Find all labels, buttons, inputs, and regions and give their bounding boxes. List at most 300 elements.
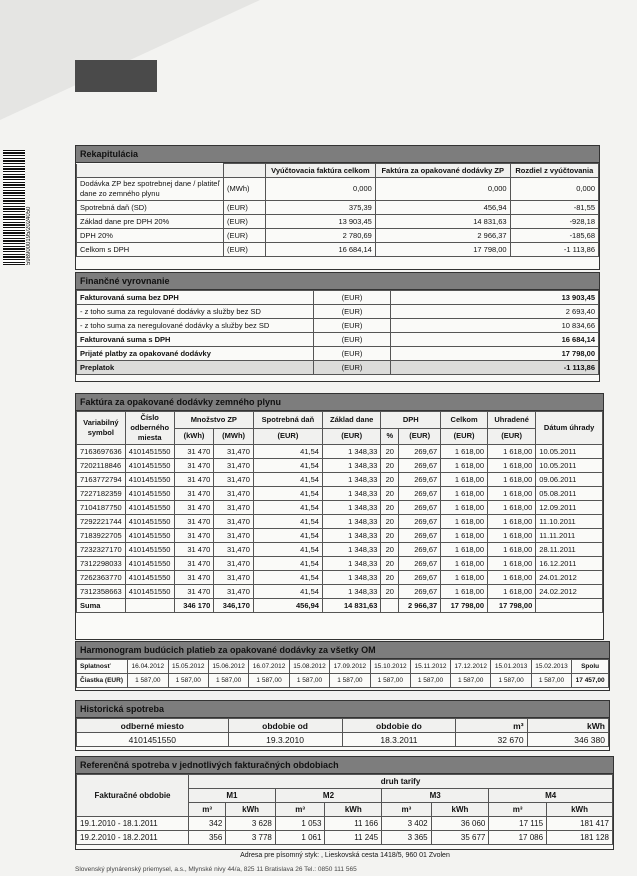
faktura-cell: 31 470 [174,487,214,501]
faktura-cell: 10.05.2011 [536,459,603,473]
harm-date: 16.07.2012 [249,660,289,674]
faktura-cell: 269,67 [399,515,441,529]
faktura-cell: 1 618,00 [488,571,536,585]
financne-label: Fakturovaná suma bez DPH [77,291,314,305]
faktura-cell: 31 470 [174,501,214,515]
hist-od: 19.3.2010 [228,733,342,747]
financne-unit: (EUR) [314,361,391,375]
faktura-cell: 4101451550 [125,445,174,459]
faktura-cell: 7163772794 [77,473,126,487]
historicka-section [75,700,610,751]
harm-amount: 1 587,00 [168,674,208,688]
financne-value: -1 113,86 [391,361,599,375]
rekap-row [77,201,599,215]
financne-label: - z toho suma za neregulované dodávky a služby bez SD [77,319,314,333]
faktura-cell: 31,470 [214,515,254,529]
ref-unit-kwh: kWh [325,803,382,817]
rekapitulacia-section [75,145,600,270]
faktura-cell: 20 [381,543,399,557]
financne-row [77,333,599,347]
faktura-cell: 7312298033 [77,557,126,571]
faktura-row [77,557,603,571]
faktura-cell: 7232327170 [77,543,126,557]
faktura-cell: 20 [381,529,399,543]
faktura-unit: (EUR) [322,428,380,445]
financne-row [77,291,599,305]
ref-unit-m3: m³ [489,803,547,817]
rekap-unit: (EUR) [224,201,266,215]
sum-uhradene: 17 798,00 [488,599,536,613]
faktura-cell: 7104187750 [77,501,126,515]
faktura-cell: 31 470 [174,445,214,459]
historicka-table [76,718,609,747]
faktura-cell: 4101451550 [125,459,174,473]
faktura-cell: 41,54 [253,557,322,571]
rekap-header-vyuctovacia: Vyúčtovacia faktúra celkom [266,164,376,178]
redacted-block [75,60,157,92]
financne-unit: (EUR) [314,305,391,319]
ref-value: 342 [189,817,226,831]
faktura-cell: 269,67 [399,487,441,501]
faktura-cell: 20 [381,515,399,529]
faktura-cell: 31 470 [174,459,214,473]
ref-value: 17 115 [489,817,547,831]
faktura-unit: (kWh) [174,428,214,445]
financne-label: Fakturovaná suma s DPH [77,333,314,347]
faktura-cell: 1 618,00 [441,445,488,459]
rekap-label: Celkom s DPH [77,243,224,257]
faktura-cell: 10.05.2011 [536,445,603,459]
financne-value: 2 693,40 [391,305,599,319]
harm-amount: 1 587,00 [128,674,168,688]
faktura-cell: 7183922705 [77,529,126,543]
faktura-cell: 4101451550 [125,543,174,557]
ref-tarifa-header: M3 [382,789,489,803]
ref-unit-m3: m³ [275,803,325,817]
rekap-opakovane-value: 0,000 [375,178,510,201]
rekap-opakovane-value: 456,94 [375,201,510,215]
faktura-cell: 1 618,00 [488,557,536,571]
faktura-cell: 4101451550 [125,529,174,543]
faktura-table [76,411,603,613]
rekap-vyuctovacia-value: 375,39 [266,201,376,215]
faktura-cell: 41,54 [253,501,322,515]
harm-date: 17.12.2012 [450,660,490,674]
financne-section [75,272,600,382]
rekap-rozdiel-value: -1 113,86 [510,243,598,257]
harm-amount: 1 587,00 [370,674,410,688]
col-cislo-om: Číslo odberného miesta [125,412,174,445]
rekap-unit: (EUR) [224,243,266,257]
faktura-cell: 31 470 [174,515,214,529]
financne-table [76,290,599,375]
ref-value: 36 060 [431,817,489,831]
hist-do: 18.3.2011 [342,733,456,747]
financne-label: Preplatok [77,361,314,375]
ref-tarifa-header: M4 [489,789,613,803]
faktura-cell: 31 470 [174,557,214,571]
faktura-cell: 1 618,00 [441,557,488,571]
faktura-cell: 20 [381,585,399,599]
faktura-cell: 31,470 [214,445,254,459]
harm-amount: 1 587,00 [450,674,490,688]
faktura-unit: (EUR) [441,428,488,445]
faktura-cell: 1 348,33 [322,585,380,599]
rekap-rozdiel-value: -928,18 [510,215,598,229]
faktura-cell: 05.08.2011 [536,487,603,501]
faktura-cell: 41,54 [253,585,322,599]
harmonogram-table [76,659,609,688]
ref-row [77,831,613,845]
faktura-cell: 31,470 [214,459,254,473]
rekap-row [77,229,599,243]
historicka-title: Historická spotreba [76,701,609,718]
ref-value: 3 778 [226,831,276,845]
ref-tarifa-header: M1 [189,789,276,803]
faktura-cell: 1 348,33 [322,459,380,473]
col-celkom: Celkom [441,412,488,429]
ref-value: 1 061 [275,831,325,845]
faktura-row [77,473,603,487]
faktura-row [77,445,603,459]
faktura-cell: 31 470 [174,543,214,557]
faktura-cell: 24.01.2012 [536,571,603,585]
rekap-unit: (EUR) [224,215,266,229]
rekap-unit: (MWh) [224,178,266,201]
faktura-unit: (EUR) [399,428,441,445]
faktura-row [77,459,603,473]
faktura-cell: 7312358663 [77,585,126,599]
faktura-cell: 1 618,00 [441,487,488,501]
faktura-cell: 269,67 [399,445,441,459]
ref-unit-kwh: kWh [547,803,613,817]
faktura-cell: 1 618,00 [441,529,488,543]
harm-date: 15.01.2013 [491,660,531,674]
faktura-cell: 20 [381,501,399,515]
ref-value: 181 417 [547,817,613,831]
faktura-cell: 41,54 [253,529,322,543]
faktura-cell: 31,470 [214,543,254,557]
faktura-cell: 1 618,00 [441,473,488,487]
faktura-cell: 41,54 [253,515,322,529]
faktura-cell: 31,470 [214,487,254,501]
sum-mwh: 346,170 [214,599,254,613]
financne-unit: (EUR) [314,319,391,333]
sum-kwh: 346 170 [174,599,214,613]
financne-unit: (EUR) [314,291,391,305]
faktura-cell: 7292221744 [77,515,126,529]
referencna-title: Referenčná spotreba v jednotlivých fakturačných obdobiach [76,757,613,774]
ref-unit-kwh: kWh [431,803,489,817]
faktura-cell: 269,67 [399,529,441,543]
faktura-unit: (EUR) [253,428,322,445]
faktura-cell: 269,67 [399,557,441,571]
faktura-cell: 1 348,33 [322,515,380,529]
ref-value: 1 053 [275,817,325,831]
faktura-cell: 1 618,00 [441,459,488,473]
col-mnozstvo: Množstvo ZP [174,412,253,429]
faktura-row [77,543,603,557]
faktura-cell: 269,67 [399,473,441,487]
faktura-cell: 41,54 [253,445,322,459]
faktura-cell: 1 618,00 [441,543,488,557]
harm-amount: 1 587,00 [289,674,329,688]
faktura-cell: 7262363770 [77,571,126,585]
harm-date: 15.08.2012 [289,660,329,674]
harm-amount: 1 587,00 [330,674,370,688]
ref-unit-kwh: kWh [226,803,276,817]
faktura-cell: 1 618,00 [441,585,488,599]
financne-label: Prijaté platby za opakované dodávky [77,347,314,361]
rekap-label: Spotrebná daň (SD) [77,201,224,215]
harm-date: 15.05.2012 [168,660,208,674]
faktura-cell: 31,470 [214,529,254,543]
col-uhradene: Uhradené [488,412,536,429]
hist-m3: 32 670 [456,733,527,747]
faktura-cell: 4101451550 [125,515,174,529]
faktura-cell: 269,67 [399,459,441,473]
financne-value: 13 903,45 [391,291,599,305]
ref-value: 3 365 [382,831,432,845]
harm-spolu-label: Spolu [572,660,609,674]
faktura-cell: 31 470 [174,585,214,599]
hist-header-om: odberné miesto [77,719,229,733]
faktura-cell: 31 470 [174,529,214,543]
harm-amount: 1 587,00 [411,674,451,688]
faktura-cell: 31,470 [214,571,254,585]
rekap-row [77,215,599,229]
ref-value: 11 245 [325,831,382,845]
faktura-unit: (EUR) [488,428,536,445]
financne-row [77,305,599,319]
faktura-cell: 31 470 [174,473,214,487]
faktura-section [75,393,604,640]
rekap-rozdiel-value: -185,68 [510,229,598,243]
footer-address: Adresa pre písomný styk: , Lieskovská cesta 1418/5, 960 01 Zvolen [240,852,450,859]
faktura-title: Faktúra za opakované dodávky zemného plynu [76,394,603,411]
faktura-cell: 12.09.2011 [536,501,603,515]
hist-header-do: obdobie do [342,719,456,733]
faktura-row [77,529,603,543]
harmonogram-title: Harmonogram budúcich platieb za opakované dodávky za všetky OM [76,642,609,659]
faktura-cell: 1 618,00 [488,487,536,501]
faktura-cell: 4101451550 [125,585,174,599]
rekap-unit: (EUR) [224,229,266,243]
rekap-rozdiel-value: -81,55 [510,201,598,215]
faktura-cell: 41,54 [253,459,322,473]
faktura-cell: 7163697636 [77,445,126,459]
col-dph: DPH [381,412,441,429]
ref-value: 356 [189,831,226,845]
faktura-cell: 269,67 [399,543,441,557]
faktura-cell: 1 348,33 [322,487,380,501]
hist-kwh: 346 380 [527,733,608,747]
faktura-cell: 1 348,33 [322,529,380,543]
rekap-vyuctovacia-value: 0,000 [266,178,376,201]
ref-row [77,817,613,831]
rekap-opakovane-value: 17 798,00 [375,243,510,257]
faktura-cell: 1 348,33 [322,543,380,557]
sum-sd: 456,94 [253,599,322,613]
harm-date: 15.06.2012 [208,660,248,674]
faktura-cell: 1 618,00 [488,515,536,529]
rekap-label: Základ dane pre DPH 20% [77,215,224,229]
harm-date: 16.04.2012 [128,660,168,674]
faktura-cell: 20 [381,473,399,487]
faktura-row [77,571,603,585]
col-zaklad-dane: Základ dane [322,412,380,429]
col-datum-uhrady: Dátum úhrady [536,412,603,445]
ref-obdobie: 19.2.2010 - 18.2.2011 [77,831,189,845]
faktura-cell: 4101451550 [125,473,174,487]
rekap-label: Dodávka ZP bez spotrebnej dane / platiteľ dane zo zemného plynu [77,178,224,201]
rekap-label: DPH 20% [77,229,224,243]
faktura-cell: 4101451550 [125,557,174,571]
faktura-cell: 1 348,33 [322,501,380,515]
harm-splatnost-label: Splatnosť [77,660,128,674]
faktura-cell: 1 348,33 [322,557,380,571]
rekap-row [77,178,599,201]
faktura-cell: 4101451550 [125,571,174,585]
faktura-cell: 11.11.2011 [536,529,603,543]
faktura-cell: 1 618,00 [488,473,536,487]
faktura-cell: 31,470 [214,557,254,571]
rekap-opakovane-value: 2 966,37 [375,229,510,243]
faktura-cell: 31,470 [214,501,254,515]
financne-label: - z toho suma za regulované dodávky a služby bez SD [77,305,314,319]
faktura-cell: 20 [381,459,399,473]
rekap-header-opakovane: Faktúra za opakované dodávky ZP [375,164,510,178]
ref-value: 35 677 [431,831,489,845]
harmonogram-section [75,641,610,691]
ref-tarifa-header: M2 [275,789,381,803]
faktura-cell: 31,470 [214,585,254,599]
faktura-cell: 24.02.2012 [536,585,603,599]
faktura-cell: 4101451550 [125,501,174,515]
rekap-vyuctovacia-value: 16 684,14 [266,243,376,257]
financne-value: 17 798,00 [391,347,599,361]
faktura-cell: 4101451550 [125,487,174,501]
faktura-sum-row [77,599,603,613]
faktura-cell: 1 618,00 [441,501,488,515]
financne-title: Finančné vyrovnanie [76,273,599,290]
financne-unit: (EUR) [314,333,391,347]
faktura-cell: 41,54 [253,487,322,501]
col-spotrebna-dan: Spotrebná daň [253,412,322,429]
ref-unit-m3: m³ [382,803,432,817]
financne-row [77,361,599,375]
faktura-cell: 16.12.2011 [536,557,603,571]
faktura-cell: 1 348,33 [322,445,380,459]
sum-celkom: 17 798,00 [441,599,488,613]
faktura-cell: 1 618,00 [488,585,536,599]
faktura-cell: 41,54 [253,571,322,585]
faktura-cell: 269,67 [399,585,441,599]
faktura-cell: 20 [381,487,399,501]
ref-value: 3 402 [382,817,432,831]
faktura-cell: 1 348,33 [322,473,380,487]
faktura-cell: 1 618,00 [441,571,488,585]
harm-amount: 1 587,00 [491,674,531,688]
faktura-cell: 269,67 [399,501,441,515]
rekap-row [77,243,599,257]
rekapitulacia-title: Rekapitulácia [76,146,599,163]
harm-date: 15.10.2012 [370,660,410,674]
sum-zaklad: 14 831,63 [322,599,380,613]
faktura-cell: 1 618,00 [488,445,536,459]
rekap-vyuctovacia-value: 13 903,45 [266,215,376,229]
harm-date: 15.02.2013 [531,660,571,674]
ref-value: 181 128 [547,831,613,845]
hist-header-kwh: kWh [527,719,608,733]
financne-unit: (EUR) [314,347,391,361]
ref-druh-tarify: druh tarify [189,775,613,789]
rekap-rozdiel-value: 0,000 [510,178,598,201]
rekapitulacia-table [76,163,599,257]
harm-spolu-value: 17 457,00 [572,674,609,688]
faktura-cell: 28.11.2011 [536,543,603,557]
faktura-cell: 11.10.2011 [536,515,603,529]
financne-row [77,319,599,333]
faktura-cell: 20 [381,571,399,585]
faktura-cell: 1 348,33 [322,571,380,585]
faktura-cell: 1 618,00 [488,459,536,473]
faktura-cell: 7202118846 [77,459,126,473]
faktura-cell: 31,470 [214,473,254,487]
rekap-opakovane-value: 14 831,63 [375,215,510,229]
faktura-cell: 1 618,00 [441,515,488,529]
financne-value: 10 834,66 [391,319,599,333]
financne-value: 16 684,14 [391,333,599,347]
sum-label: Suma [77,599,126,613]
barcode-image [3,150,25,265]
faktura-row [77,501,603,515]
hist-header-m3: m³ [456,719,527,733]
ref-value: 11 166 [325,817,382,831]
rekap-vyuctovacia-value: 2 780,69 [266,229,376,243]
referencna-section [75,756,614,850]
faktura-cell: 7227182359 [77,487,126,501]
faktura-cell: 1 618,00 [488,529,536,543]
faktura-row [77,487,603,501]
ref-value: 17 086 [489,831,547,845]
sum-dph: 2 966,37 [399,599,441,613]
faktura-cell: 31 470 [174,571,214,585]
ref-unit-m3: m³ [189,803,226,817]
ref-value: 3 628 [226,817,276,831]
financne-row [77,347,599,361]
faktura-cell: 41,54 [253,473,322,487]
faktura-cell: 41,54 [253,543,322,557]
referencna-table [76,774,613,845]
faktura-cell: 20 [381,557,399,571]
faktura-cell: 1 618,00 [488,501,536,515]
col-variabilny-symbol: Variabilný symbol [77,412,126,445]
rekap-header-rozdiel: Rozdiel z vyúčtovania [510,164,598,178]
faktura-row [77,515,603,529]
faktura-cell: 1 618,00 [488,543,536,557]
faktura-cell: 09.06.2011 [536,473,603,487]
harm-amount: 1 587,00 [249,674,289,688]
harm-date: 15.11.2012 [411,660,451,674]
faktura-row [77,585,603,599]
hist-om: 4101451550 [77,733,229,747]
faktura-cell: 269,67 [399,571,441,585]
hist-header-od: obdobie od [228,719,342,733]
harm-date: 17.09.2012 [330,660,370,674]
harm-amount: 1 587,00 [208,674,248,688]
faktura-unit: (MWh) [214,428,254,445]
